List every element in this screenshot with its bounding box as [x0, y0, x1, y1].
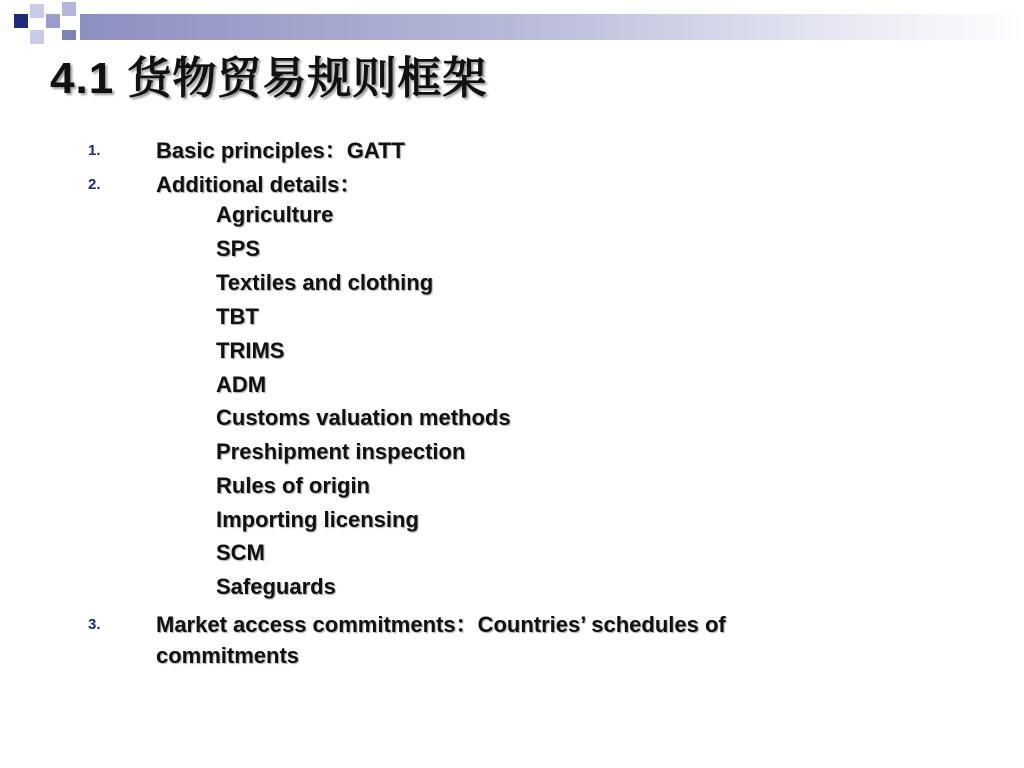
list-subitem-text: TRIMS: [216, 338, 285, 363]
list-subitem-text: ADM: [216, 372, 267, 397]
list-number: 3.: [88, 616, 101, 633]
list-subitem-text: Customs valuation methods: [216, 405, 511, 430]
list-subitem-text: Textiles and clothing: [216, 270, 434, 295]
list-subitem-text: Preshipment inspection: [216, 439, 466, 464]
decor-square-dark: [14, 14, 28, 28]
list-item-text: Basic principles：GATT: [156, 138, 405, 163]
decor-square-light: [30, 30, 44, 44]
slide-title: 4.1 货物贸易规则框架: [50, 54, 488, 103]
decor-square-light: [30, 4, 44, 18]
list-subitem-text: TBT: [216, 304, 259, 329]
list-subitem-text: Importing licensing: [216, 507, 419, 532]
header-gradient-bar: [80, 14, 1024, 40]
decor-square-mid: [62, 2, 76, 16]
list-number: 1.: [88, 142, 101, 159]
list-subitem-text: Safeguards: [216, 574, 336, 599]
list-number: 2.: [88, 176, 101, 193]
list-subitem-text: Rules of origin: [216, 473, 370, 498]
list-item-text: Additional details：: [156, 172, 362, 197]
list-item-text: commitments: [156, 643, 300, 668]
list-item-text: Market access commitments：Countries’ schedules of: [156, 612, 726, 637]
decor-square-dark: [62, 30, 76, 40]
decor-square-mid: [46, 14, 60, 28]
list-subitem-text: SCM: [216, 540, 265, 565]
list-subitem-text: SPS: [216, 236, 261, 261]
list-subitem-text: Agriculture: [216, 202, 334, 227]
